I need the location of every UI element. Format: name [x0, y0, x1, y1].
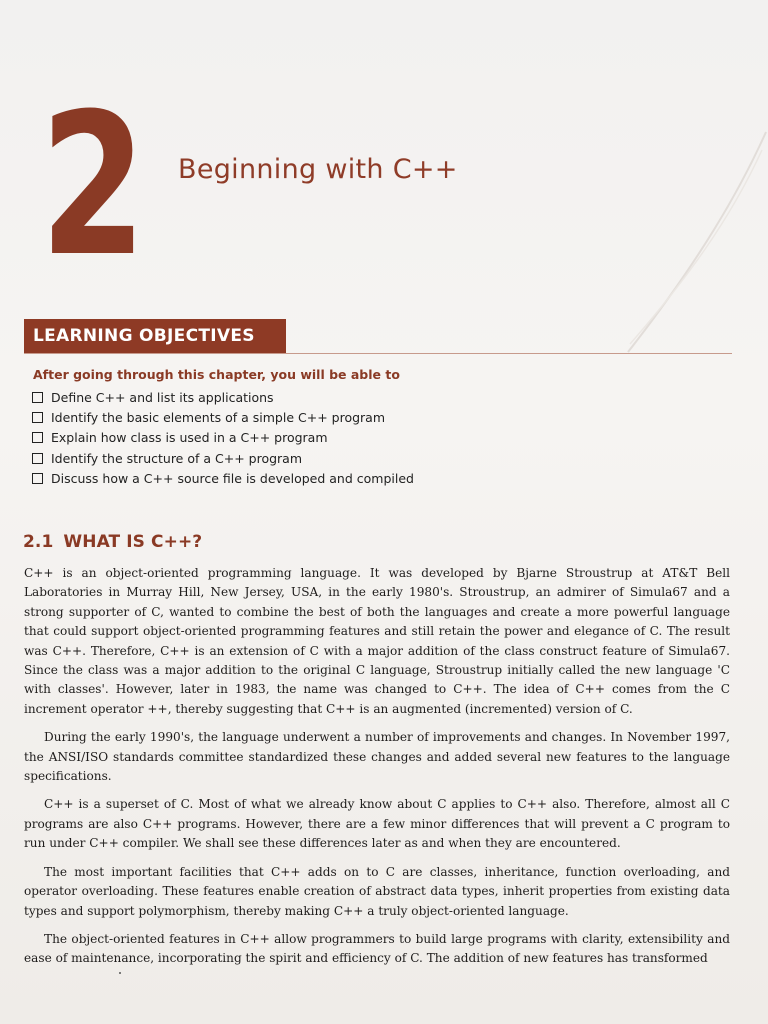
objectives-divider [24, 353, 732, 354]
paragraph: During the early 1990's, the language underwent a number of improvements and changes. In November 1997, the ANSI/ISO standards committee standardized these changes and added several new features to the language specifications. [24, 730, 730, 784]
paragraph: C++ is a superset of C. Most of what we already know about C applies to C++ also. Therefore, almost all C programs are also C++ programs. However, there are a few minor differences that will prevent a C program to run under C++ compiler. We shall see these differences later as and when they are encountered. [24, 797, 730, 851]
objective-item [32, 407, 414, 427]
paragraph: C++ is an object-oriented programming language. It was developed by Bjarne Stroustrup at AT&T Bell Laboratories in Murray Hill, New Jersey, USA, in the early 1980's. Stroustrup, an admirer of Simula67 and a strong supporter of C, wanted to combine the best of both the languages and create a more powerful language that could support object-oriented programming features and still retain the power and elegance of C. The result was C++. Therefore, C++ is an extension of C with a major addition of the class construct feature of Simula67. Since the class was a major addition to the original C language, Stroustrup initially called the new language 'C with classes'. However, later in 1983, the name was changed to C++. The idea of C++ comes from the C increment operator ++, thereby suggesting that C++ is an augmented (incremented) version of C. [24, 566, 730, 716]
page-speck [119, 972, 121, 974]
objective-text: Define C++ and list its applications [51, 389, 274, 405]
objective-item [32, 428, 414, 448]
checkbox-icon [32, 473, 43, 484]
objective-item [32, 387, 414, 407]
objectives-title: LEARNING OBJECTIVES [33, 326, 255, 346]
chapter-title: Beginning with C++ [178, 154, 458, 185]
section-body [24, 564, 730, 978]
paragraph: The object-oriented features in C++ allow programmers to build large programs with clarity, extensibility and ease of maintenance, incorporating the spirit and efficiency of C. The addition of new features has transformed [24, 931, 730, 966]
checkbox-icon [32, 432, 43, 443]
decorative-swoosh [590, 130, 768, 360]
objectives-intro: After going through this chapter, you will be able to [33, 367, 400, 382]
objectives-banner [24, 319, 286, 353]
section-number: 2.1 [23, 532, 54, 552]
objectives-list [32, 387, 414, 488]
section-title: WHAT IS C++? [63, 532, 203, 552]
objective-text: Identify the structure of a C++ program [51, 450, 303, 466]
chapter-number: 2 [40, 72, 144, 300]
objective-text: Identify the basic elements of a simple C++ program [51, 409, 385, 425]
objective-text: Explain how class is used in a C++ program [51, 430, 328, 446]
checkbox-icon [32, 392, 43, 403]
objective-item [32, 468, 414, 488]
objective-item [32, 448, 414, 468]
paragraph: The most important facilities that C++ adds on to C are classes, inheritance, function overloading, and operator overloading. These features enable creation of abstract data types, inherit properties from existing data types and support polymorphism, thereby making C++ a truly object-oriented language. [24, 864, 730, 918]
section-heading [23, 532, 202, 552]
objective-text: Discuss how a C++ source file is developed and compiled [51, 470, 414, 486]
checkbox-icon [32, 412, 43, 423]
checkbox-icon [32, 453, 43, 464]
